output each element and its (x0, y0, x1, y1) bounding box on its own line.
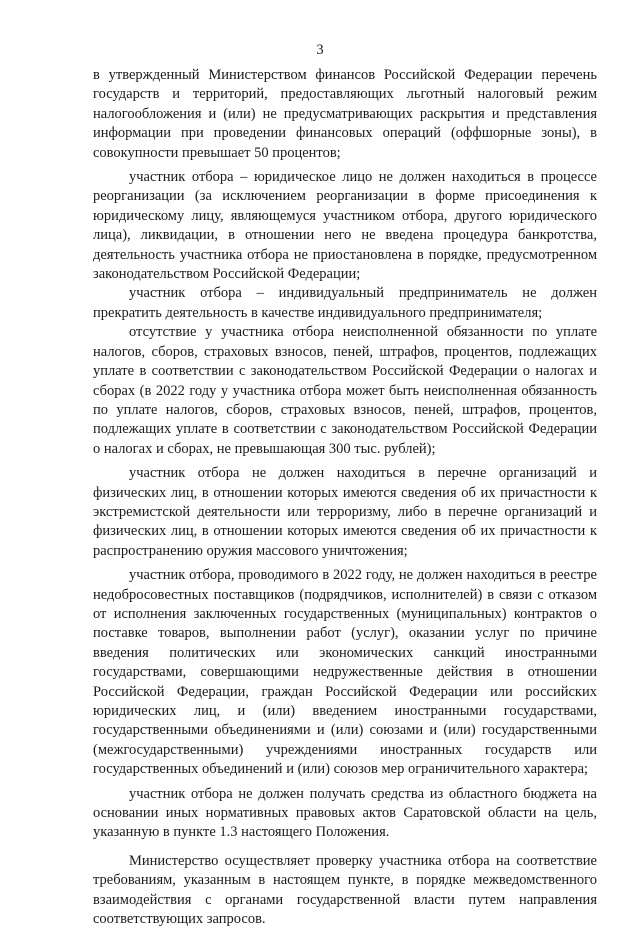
paragraph-regional-budget: участник отбора не должен получать средства из областного бюджета на основании иных нормативных правовых актов Саратовской области на цель, указанную в пункте 1.3 настоящего Положения. (93, 785, 597, 841)
paragraph-tax-arrears: отсутствие у участника отбора неисполненной обязанности по уплате налогов, сборов, страховых взносов, пеней, штрафов, процентов, подлежащих уплате в соответствии с законодательством Российской Федерации о налогах и сборах (в 2022 году у участника отбора может быть неисполненная обязанность по уплате налогов, сборов, страховых взносов, пеней, штрафов, процентов, подлежащих уплате в соответствии с законодательством Российской Федерации о налогах и сборах, не превышающая 300 тыс. рублей); (93, 324, 597, 457)
paragraph-ministry-verification: Министерство осуществляет проверку участника отбора на соответствие требованиям, указанным в настоящем пункте, в порядке межведомственного взаимодействия с органами государственной власти путем направления соответствующих запросов. (93, 852, 597, 928)
document-body (93, 66, 597, 929)
paragraph-unscrupulous-suppliers: участник отбора, проводимого в 2022 году, не должен находиться в реестре недобросовестных поставщиков (подрядчиков, исполнителей) в связи с отказом от исполнения заключенных государственных (муниципальных) контрактов о поставке товаров, выполнении работ (услуг), оказании услуг по причине введения политических или экономических санкций иностранными государствами, совершающими недружественные действия в отношении Российской Федерации, граждан Российской Федерации или российских юридических лиц, и (или) введением иностранными государствами, государственными объединениями и (или) союзами и (или) государственными (межгосударственными) учреждениями иностранных государств или государственных объединений и (или) союзов мер ограничительного характера; (93, 567, 597, 778)
paragraph-extremism-list: участник отбора не должен находиться в перечне организаций и физических лиц, в отношении которых имеются сведения об их причастности к экстремистской деятельности или терроризму, либо в перечне организаций и физических лиц, в отношении которых имеются сведения об их причастности к распространению оружия массового уничтожения; (93, 465, 597, 559)
page-number: 3 (316, 42, 324, 58)
paragraph-legal-entity-reorganization: участник отбора – юридическое лицо не должен находиться в процессе реорганизации (за исключением реорганизации в форме присоединения к юридическому лицу, являющемуся участником отбора, другого юридического лица), ликвидации, в отношении него не введена процедура банкротства, деятельность участника отбора не приостановлена в порядке, предусмотренном законодательством Российской Федерации; (93, 169, 597, 283)
paragraph-offshore-share: в утвержденный Министерством финансов Российской Федерации перечень государств и территорий, предоставляющих льготный налоговый режим налогообложения и (или) не предусматривающих раскрытия и представления информации при проведении финансовых операций (оффшорные зоны), в совокупности превышает 50 процентов; (93, 67, 597, 161)
paragraph-individual-entrepreneur: участник отбора – индивидуальный предприниматель не должен прекратить деятельность в качестве индивидуального предпринимателя; (93, 285, 597, 321)
